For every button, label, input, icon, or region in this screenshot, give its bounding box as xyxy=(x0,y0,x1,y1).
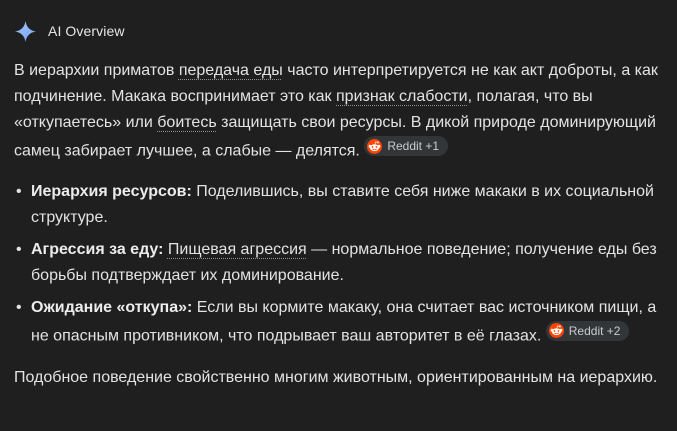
text-segment: В иерархии приматов xyxy=(14,62,179,79)
bullet-bold-label: Иерархия ресурсов: xyxy=(31,182,192,200)
list-item-hierarchy xyxy=(14,179,661,231)
intro-text xyxy=(14,62,658,160)
badge-label: Reddit +1 xyxy=(387,139,440,153)
intro-paragraph xyxy=(14,58,661,165)
badge-label: Reddit +2 xyxy=(568,323,621,338)
source-badge-reddit-1[interactable] xyxy=(364,136,448,156)
bullet-bold-label: Агрессия за еду: xyxy=(31,240,164,258)
dotted-source-link[interactable]: Пищевая агрессия xyxy=(167,240,307,258)
reddit-icon xyxy=(367,139,382,154)
text-segment: — нормальное поведение; получение еды без борьбы подтверждает их доминирование. xyxy=(31,240,657,284)
bullet-bold-label: Ожидание «откупа»: xyxy=(31,298,193,316)
source-badge-reddit-2[interactable] xyxy=(546,321,630,341)
bullet-list xyxy=(14,179,661,350)
list-item-aggression xyxy=(14,237,661,289)
text-segment: Поделившись, вы ставите себя ниже макаки в их социальной структуре. xyxy=(31,182,654,226)
text-segment: защищать свои ресурсы. В дикой природе доминирующий самец забирает лучшее, а слабые — делятся. xyxy=(14,114,656,160)
text-segment: , полагая, что вы «откупаетесь» или xyxy=(14,88,593,131)
list-item-payoff xyxy=(14,295,661,350)
ai-overview-title: AI Overview xyxy=(48,23,125,39)
text-segment: часто интерпретируется не как акт доброты, а как подчинение. Макака воспринимает это как xyxy=(14,62,658,105)
outro-paragraph: Подобное поведение свойственно многим животным, ориентированным на иерархию. xyxy=(14,369,658,386)
text-segment: Если вы кормите макаку, она считает вас источником пищи, а не опасным противником, что подрывает ваш авторитет в её глазах. xyxy=(31,298,657,344)
gemini-sparkle-icon xyxy=(14,20,37,43)
dotted-source-link[interactable]: боитесь xyxy=(157,114,217,131)
reddit-icon xyxy=(549,323,564,338)
ai-overview-header xyxy=(14,18,661,44)
dotted-source-link[interactable]: признак слабости xyxy=(336,88,468,105)
dotted-source-link[interactable]: передача еды xyxy=(178,62,283,79)
